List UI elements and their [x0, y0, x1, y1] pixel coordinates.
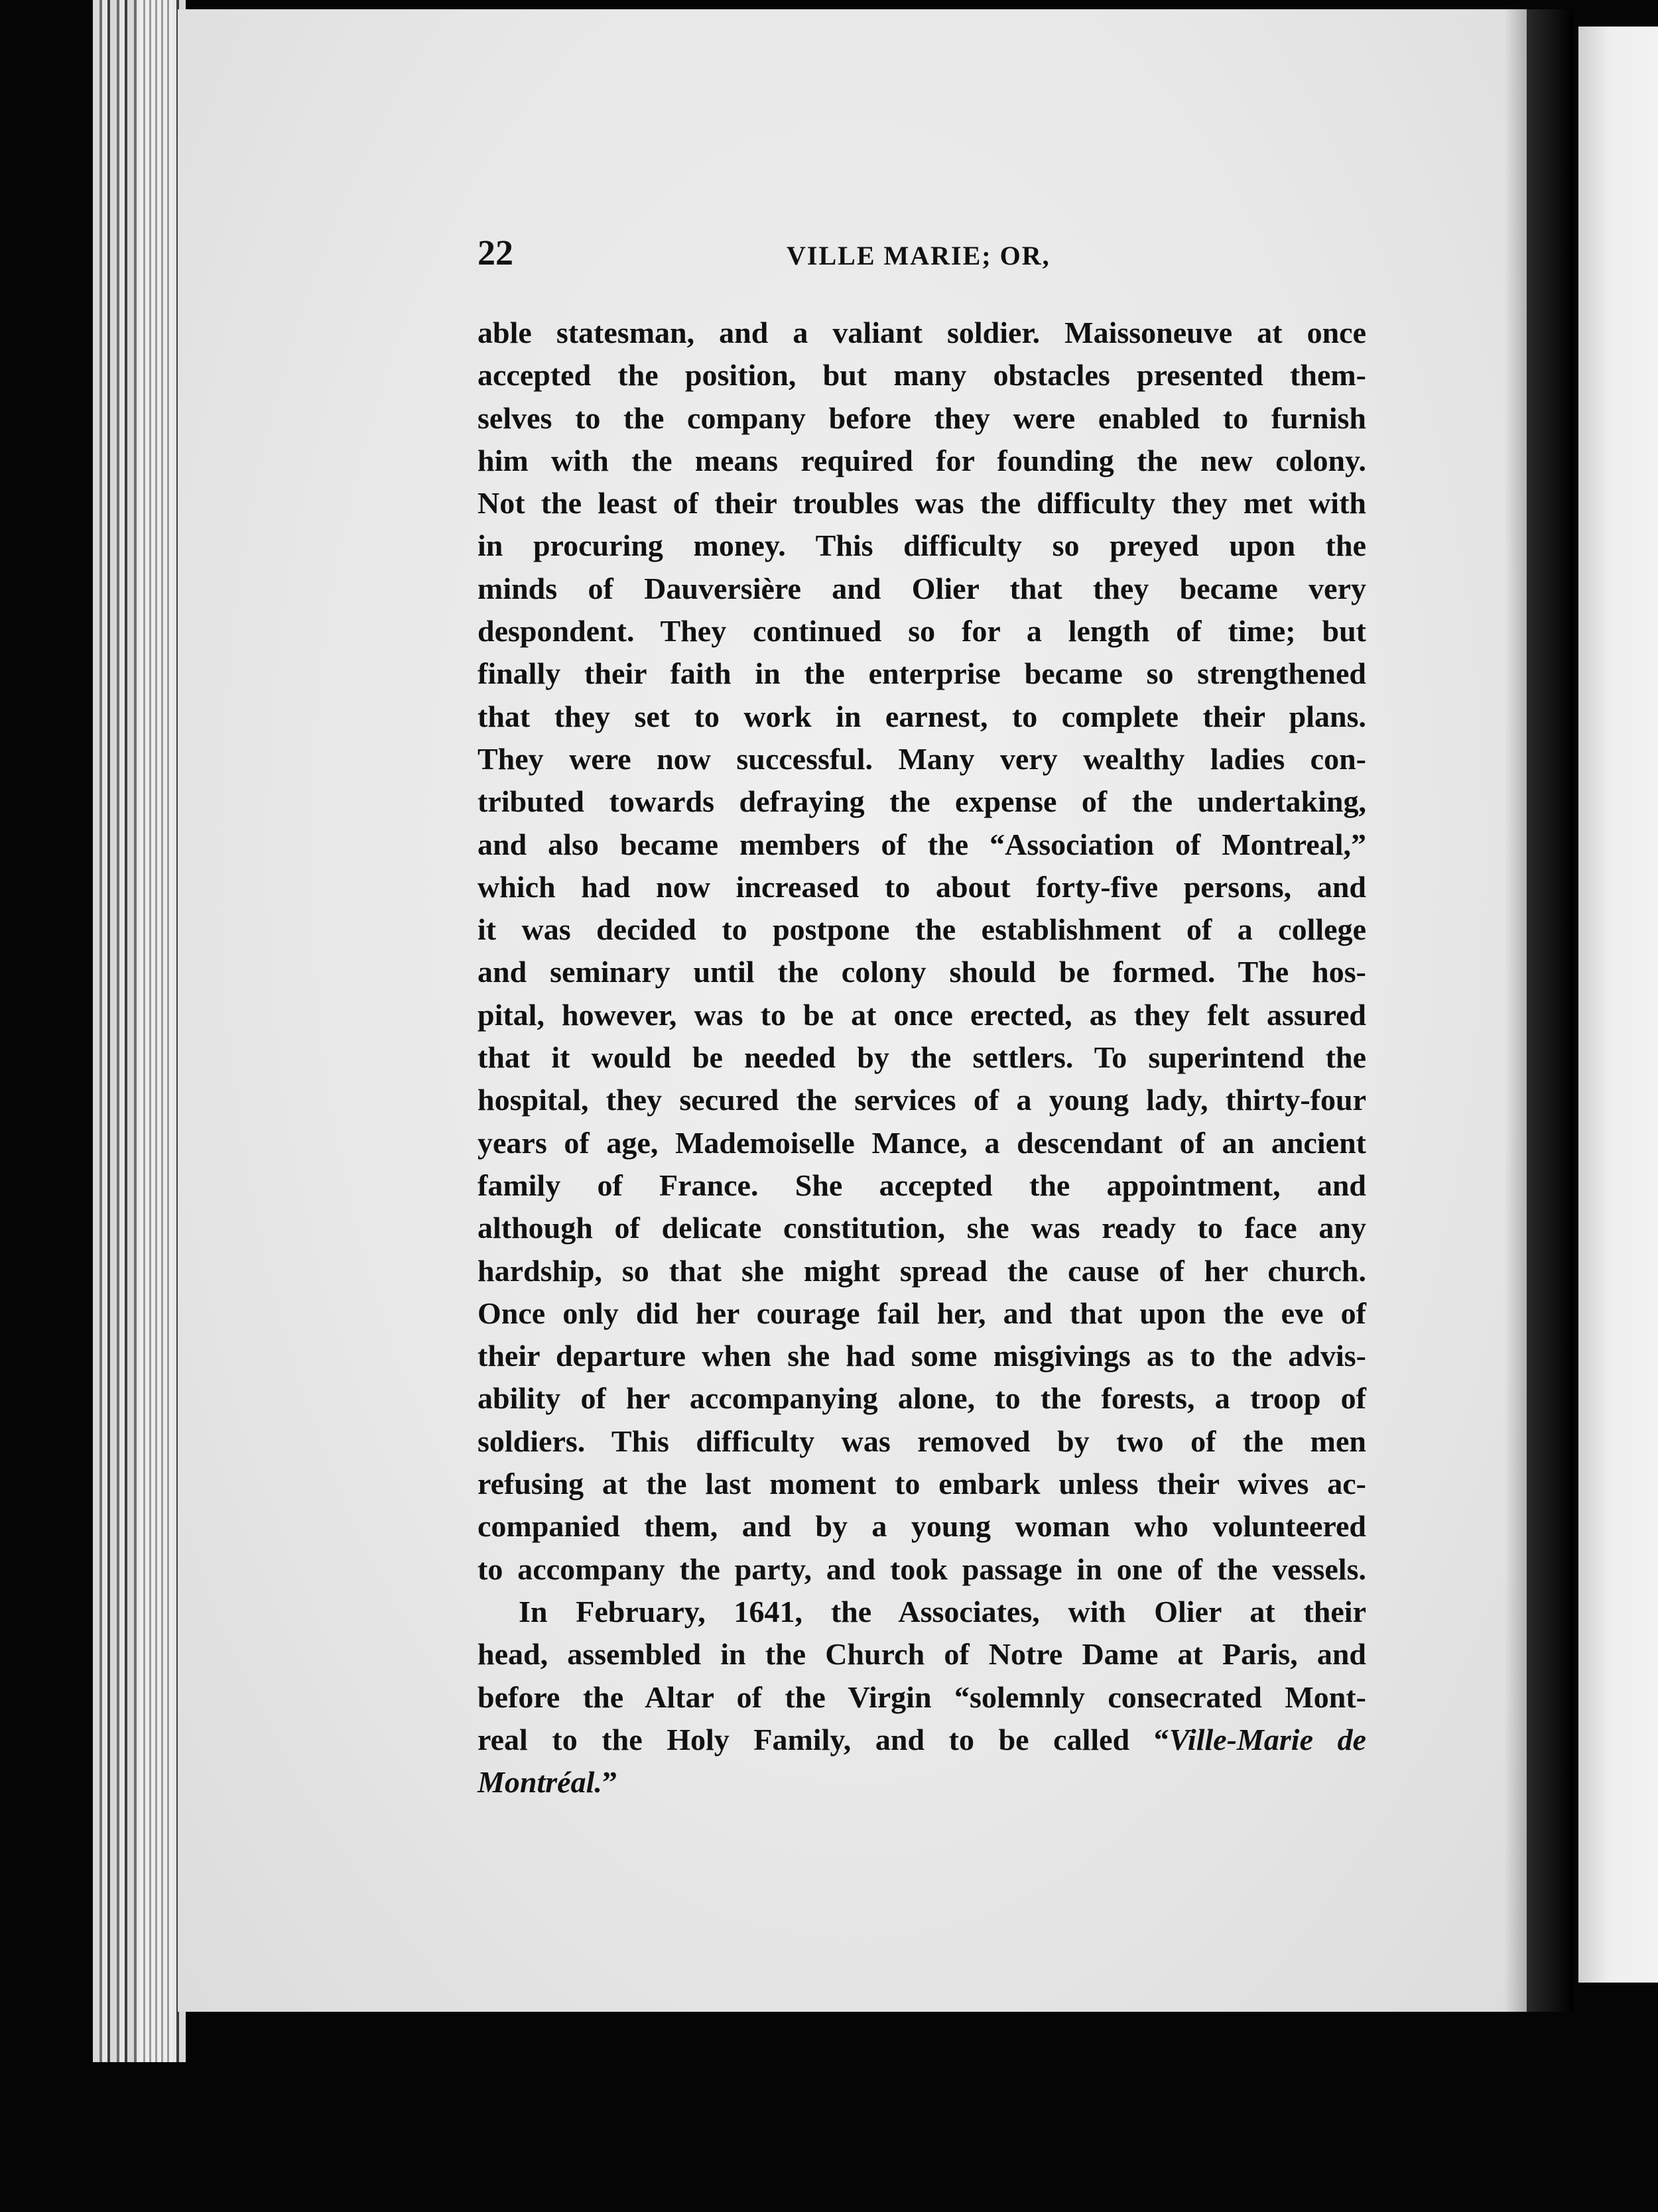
italic-text: Ville-Marie de: [1169, 1722, 1366, 1756]
text-line: ability of her accompanying alone, to the forests, a troop of: [478, 1381, 1366, 1416]
running-head: VILLE MARIE; OR,: [787, 241, 1051, 271]
page-edges-inner: [139, 0, 172, 2062]
closing-quote: ”: [602, 1765, 617, 1800]
text-line: [478, 1676, 1366, 1719]
text-line: Not the least of their troubles was the difficulty they met with: [478, 486, 1366, 521]
text-line: that it would be needed by the settlers. To superintend the: [478, 1040, 1366, 1075]
text-line: [478, 1719, 1366, 1761]
text-line: and seminary until the colony should be formed. The hos-: [478, 955, 1366, 989]
text-line: hospital, they secured the services of a young lady, thirty-four: [478, 1083, 1366, 1117]
text-line: him with the means required for founding the new colony.: [478, 443, 1366, 477]
text-line: which had now increased to about forty-five persons, and: [478, 869, 1366, 904]
text-line: pital, however, was to be at once erected, as they felt assured: [478, 997, 1366, 1032]
text-line: soldiers. This difficulty was removed by two of the men: [478, 1424, 1366, 1458]
page-header: [478, 232, 1366, 278]
body-text: [478, 312, 1366, 1804]
text-line: able statesman, and a valiant soldier. Maissoneuve at once: [478, 316, 1366, 349]
paragraph-2: [478, 1591, 1366, 1804]
text-line: [478, 1761, 1366, 1804]
text-line: They were now successful. Many very wealthy ladies con-: [478, 741, 1366, 776]
text-run: real to the Holy Family, and to be called “: [478, 1722, 1169, 1756]
text-run: head, assembled in the Church of Notre Dame at Paris, and: [478, 1637, 1366, 1672]
text-line: selves to the company before they were enabled to furnish: [478, 400, 1366, 435]
text-line: that they set to work in earnest, to complete their plans.: [478, 699, 1366, 733]
text-run: In February, 1641, the Associates, with Olier at their: [519, 1594, 1366, 1628]
text-line: in procuring money. This difficulty so preyed upon the: [478, 528, 1366, 563]
text-line: accepted the position, but many obstacles presented them-: [478, 358, 1366, 393]
text-line: hardship, so that she might spread the cause of her church.: [478, 1253, 1366, 1288]
text-line: refusing at the last moment to embark unless their wives ac-: [478, 1467, 1366, 1501]
text-line: although of delicate constitution, she was ready to face any: [478, 1211, 1366, 1245]
text-line: years of age, Mademoiselle Mance, a descendant of an ancient: [478, 1125, 1366, 1160]
text-run: before the Altar of the Virgin “solemnly consecrated Mont-: [478, 1680, 1366, 1714]
text-line: and also became members of the “Association of Montreal,”: [478, 827, 1366, 861]
text-line: finally their faith in the enterprise became so strengthened: [478, 656, 1366, 691]
text-line: to accompany the party, and took passage in one of the vessels.: [478, 1552, 1366, 1586]
text-line: companied them, and by a young woman who volunteered: [478, 1509, 1366, 1544]
italic-text: Montréal.: [478, 1765, 602, 1800]
text-line: it was decided to postpone the establishment of a college: [478, 912, 1366, 947]
text-line: minds of Dauversière and Olier that they became very: [478, 571, 1366, 605]
text-line: tributed towards defraying the expense of the undertaking,: [478, 784, 1366, 819]
text-line: despondent. They continued so for a length of time; but: [478, 614, 1366, 648]
page-number: 22: [478, 233, 513, 273]
facing-page-edge: [1578, 27, 1658, 1983]
text-line: family of France. She accepted the appointment, and: [478, 1168, 1366, 1202]
book-binding: [1527, 9, 1573, 2012]
text-line: [478, 1633, 1366, 1676]
text-line: their departure when she had some misgivings as to the advis-: [478, 1339, 1366, 1373]
gutter-shadow: [1504, 9, 1527, 2012]
text-line: Once only did her courage fail her, and that upon the eve of: [478, 1296, 1366, 1330]
text-line: [478, 1591, 1366, 1633]
paragraph-1: [478, 312, 1366, 1591]
